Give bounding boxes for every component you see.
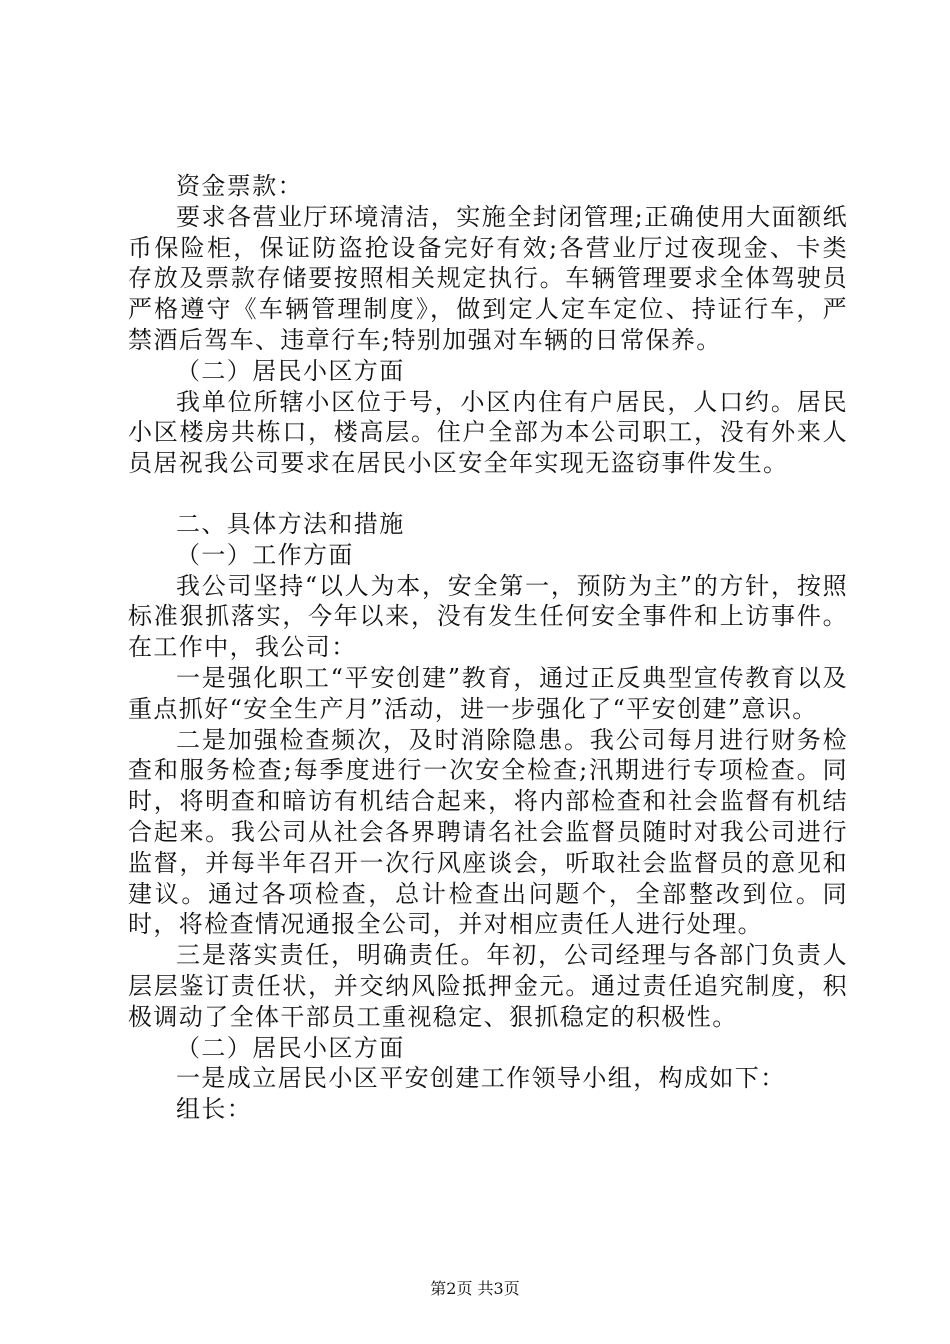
document-body xyxy=(128,171,848,1125)
paragraph-funds-heading: 资金票款： xyxy=(176,172,303,200)
paragraph-residential: 我单位所辖小区位于号，小区内住有户居民，人口约。居民小区楼房共栋口，楼高层。住户全部为本公司职工，没有外来人员居祝我公司要求在居民小区安全年实现无盗窃事件发生。 xyxy=(128,387,848,478)
paragraph-third-measure: 三是落实责任，明确责任。年初，公司经理与各部门负责人层层鉴订责任状，并交纳风险抵押金元。通过责任追究制度，积极调动了全体干部员工重视稳定、狠抓稳定的积极性。 xyxy=(128,941,848,1031)
page-number-footer: 第2页 共3页 xyxy=(430,1279,520,1298)
section-heading-residential-2: （二）居民小区方面 xyxy=(176,1033,405,1062)
section-heading-methods: 二、具体方法和措施 xyxy=(176,509,405,538)
section-heading-work: （一）工作方面 xyxy=(176,540,354,569)
paragraph-policy: 我公司坚持“以人为本，安全第一，预防为主”的方针，按照标准狠抓落实，今年以来，没有发生任何安全事件和上访事件。在工作中，我公司： xyxy=(128,571,848,662)
paragraph-second-measure: 二是加强检查频次，及时消除隐患。我公司每月进行财务检查和服务检查;每季度进行一次安全检查;汛期进行专项检查。同时，将明查和暗访有机结合起来，将内部检查和社会监督有机结合起来。我公司从社会各界聘请名社会监督员随时对我公司进行监督，并每半年召开一次行风座谈会，听取社会监督员的意见和建议。通过各项检查，总计检查出问题个，全部整改到位。同时，将检查情况通报全公司，并对相应责任人进行处理。 xyxy=(128,725,848,939)
paragraph-first-measure: 一是强化职工“平安创建”教育，通过正反典型宣传教育以及重点抓好“安全生产月”活动，进一步强化了“平安创建”意识。 xyxy=(128,663,848,723)
paragraph-leadership-group: 一是成立居民小区平安创建工作领导小组，构成如下： xyxy=(176,1064,786,1093)
paragraph-group-leader: 组长： xyxy=(176,1095,253,1124)
section-heading-residential: （二）居民小区方面 xyxy=(176,356,405,385)
paragraph-business-hall: 要求各营业厅环境清洁，实施全封闭管理;正确使用大面额纸币保险柜，保证防盗抢设备完好有效;各营业厅过夜现金、卡类存放及票款存储要按照相关规定执行。车辆管理要求全体驾驶员严格遵守《车辆管理制度》，做到定人定车定位、持证行车，严禁酒后驾车、违章行车;特别加强对车辆的日常保养。 xyxy=(128,202,848,354)
